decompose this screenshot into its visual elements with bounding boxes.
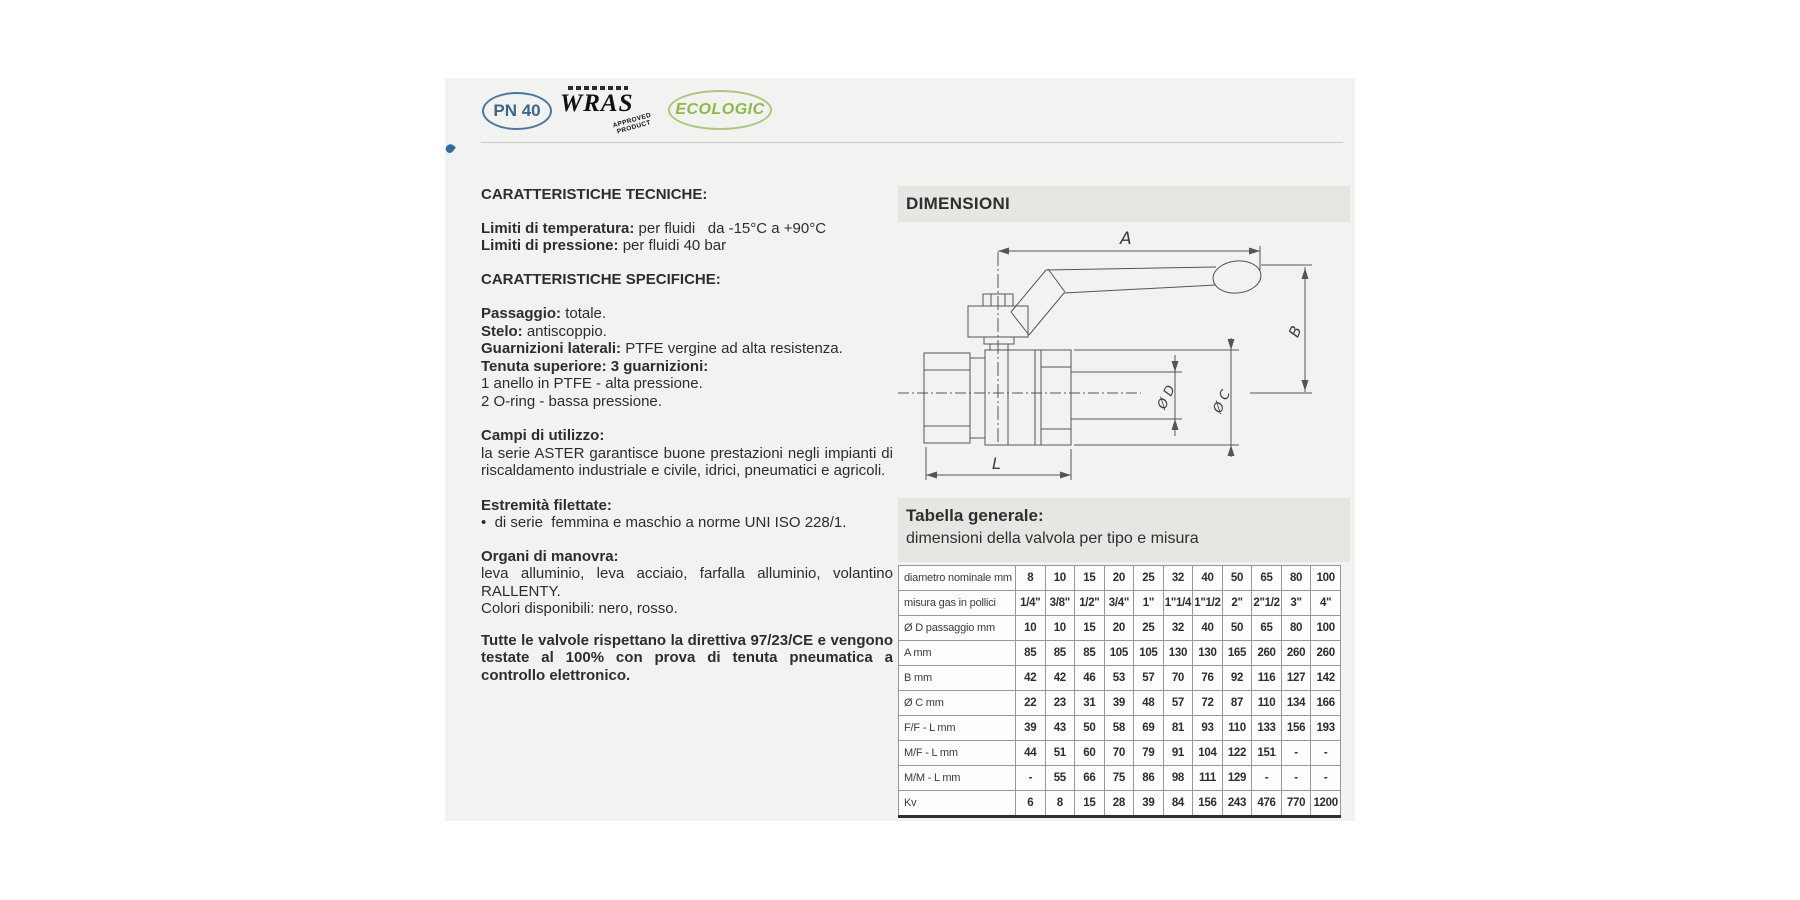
table-cell: 10 — [1045, 616, 1075, 641]
certification-badges — [445, 78, 1355, 142]
table-cell: 1200 — [1311, 791, 1341, 817]
table-cell: 65 — [1252, 566, 1282, 591]
table-cell: 134 — [1281, 691, 1311, 716]
table-cell: - — [1311, 741, 1341, 766]
note-bold: Tutte le valvole rispettano la direttiva 97/23/CE e vengono testate al 100% con prova di tenuta pneumatica a controllo elettronico. — [481, 631, 893, 684]
table-cell: 8 — [1016, 566, 1046, 591]
table-cell: 100 — [1311, 616, 1341, 641]
table-cell: 72 — [1193, 691, 1223, 716]
table-cell: 25 — [1134, 566, 1164, 591]
table-cell: 6 — [1016, 791, 1046, 817]
table-cell: 1/2" — [1075, 591, 1105, 616]
table-cell: 260 — [1252, 641, 1282, 666]
press-value: per fluidi 40 bar — [622, 237, 727, 254]
table-cell: 151 — [1252, 741, 1282, 766]
row-label: M/M - L mm — [899, 766, 1016, 791]
table-cell: 42 — [1045, 666, 1075, 691]
dimensioni-header — [898, 186, 1350, 222]
table-cell: 40 — [1193, 616, 1223, 641]
tabella-header — [898, 498, 1350, 562]
table-cell: 260 — [1281, 641, 1311, 666]
pn40-label: PN 40 — [493, 101, 541, 120]
table-cell: 3" — [1281, 591, 1311, 616]
table-row — [899, 741, 1341, 766]
table-cell: 69 — [1134, 716, 1164, 741]
dimensions-table — [898, 565, 1341, 818]
table-cell: 165 — [1222, 641, 1252, 666]
table-cell: 166 — [1311, 691, 1341, 716]
press-label: Limiti di pressione: — [481, 237, 619, 254]
tenuta-label: Tenuta superiore: 3 guarnizioni: — [481, 357, 709, 375]
table-cell: 2"1/2 — [1252, 591, 1282, 616]
table-cell: 1"1/2 — [1193, 591, 1223, 616]
table-cell: 57 — [1163, 691, 1193, 716]
table-cell: 92 — [1222, 666, 1252, 691]
table-cell: 65 — [1252, 616, 1282, 641]
row-label: Kv — [899, 791, 1016, 817]
table-cell: 10 — [1045, 566, 1075, 591]
table-row — [899, 666, 1341, 691]
table-cell: 32 — [1163, 566, 1193, 591]
table-cell: 122 — [1222, 741, 1252, 766]
row-label: M/F - L mm — [899, 741, 1016, 766]
table-cell: 80 — [1281, 566, 1311, 591]
limits-block — [481, 220, 893, 255]
table-cell: 70 — [1104, 741, 1134, 766]
estremita-text: • di serie femmina e maschio a norme UNI ISO 228/1. — [481, 514, 847, 531]
table-cell: 91 — [1163, 741, 1193, 766]
temp-label: Limiti di temperatura: — [481, 219, 635, 237]
guarnizioni-label: Guarnizioni laterali: — [481, 340, 622, 357]
pn40-badge — [482, 92, 552, 130]
table-cell: 1" — [1134, 591, 1164, 616]
table-row — [899, 766, 1341, 791]
table-cell: - — [1016, 766, 1046, 791]
table-cell: 44 — [1016, 741, 1046, 766]
estremita-block — [481, 497, 893, 532]
campi-text: la serie ASTER garantisce buone prestazioni negli impianti di riscaldamento industriale e civile, idrici, pneumatici e agricoli. — [481, 444, 893, 479]
valve-technical-drawing — [898, 222, 1350, 498]
datasheet-page — [445, 78, 1355, 821]
table-cell: 50 — [1222, 566, 1252, 591]
table-cell: 31 — [1075, 691, 1105, 716]
table-cell: - — [1252, 766, 1282, 791]
row-label: diametro nominale mm — [899, 566, 1016, 591]
organi-text: leva alluminio, leva acciaio, farfalla alluminio, volantino RALLENTY. — [481, 565, 893, 600]
table-cell: - — [1281, 766, 1311, 791]
temp-value: per fluidi da -15°C a +90°C — [638, 219, 827, 237]
table-cell: 129 — [1222, 766, 1252, 791]
table-cell: 1/4" — [1016, 591, 1046, 616]
table-cell: 130 — [1163, 641, 1193, 666]
table-cell: 42 — [1016, 666, 1046, 691]
table-cell: 57 — [1134, 666, 1164, 691]
table-cell: 85 — [1045, 641, 1075, 666]
dim-label-b: B — [1284, 323, 1306, 341]
table-row — [899, 616, 1341, 641]
stelo-value: antiscoppio. — [526, 322, 607, 340]
table-cell: 80 — [1281, 616, 1311, 641]
campi-label: Campi di utilizzo: — [481, 427, 605, 444]
table-cell: 110 — [1222, 716, 1252, 741]
table-row — [899, 791, 1341, 817]
section-heading: CARATTERISTICHE SPECIFICHE: — [481, 270, 721, 288]
table-cell: 85 — [1075, 641, 1105, 666]
table-cell: - — [1311, 766, 1341, 791]
table-cell: 79 — [1134, 741, 1164, 766]
table-cell: 87 — [1222, 691, 1252, 716]
page-corner-mark-icon — [444, 142, 456, 154]
colori-text: Colori disponibili: nero, rosso. — [481, 600, 678, 617]
technical-text-column — [481, 186, 893, 684]
table-cell: 111 — [1193, 766, 1223, 791]
table-cell: 476 — [1252, 791, 1282, 817]
table-cell: 50 — [1222, 616, 1252, 641]
table-cell: 39 — [1134, 791, 1164, 817]
table-cell: 60 — [1075, 741, 1105, 766]
table-cell: 28 — [1104, 791, 1134, 817]
table-cell: 105 — [1104, 641, 1134, 666]
table-cell: 39 — [1104, 691, 1134, 716]
table-cell: 260 — [1311, 641, 1341, 666]
wras-label: WRAS — [560, 90, 634, 117]
tenuta-line2: 2 O-ring - bassa pressione. — [481, 392, 662, 410]
table-cell: 46 — [1075, 666, 1105, 691]
table-cell: 130 — [1193, 641, 1223, 666]
table-cell: 104 — [1193, 741, 1223, 766]
table-cell: 48 — [1134, 691, 1164, 716]
row-label: B mm — [899, 666, 1016, 691]
table-row — [899, 566, 1341, 591]
table-cell: 2" — [1222, 591, 1252, 616]
table-cell: 85 — [1016, 641, 1046, 666]
table-cell: 15 — [1075, 616, 1105, 641]
dimensioni-title: DIMENSIONI — [906, 194, 1011, 213]
table-cell: 51 — [1045, 741, 1075, 766]
table-cell: 93 — [1193, 716, 1223, 741]
dim-label-a: A — [1120, 229, 1132, 249]
table-cell: 133 — [1252, 716, 1282, 741]
tabella-title: Tabella generale: — [906, 506, 1044, 525]
table-cell: 15 — [1075, 566, 1105, 591]
tenuta-line1: 1 anello in PTFE - alta pressione. — [481, 375, 703, 392]
row-label: misura gas in pollici — [899, 591, 1016, 616]
organi-label: Organi di manovra: — [481, 547, 619, 565]
table-cell: 98 — [1163, 766, 1193, 791]
table-cell: 110 — [1252, 691, 1282, 716]
dim-label-d: Ø D — [1154, 383, 1179, 412]
table-cell: 1"1/4 — [1163, 591, 1193, 616]
table-cell: 50 — [1075, 716, 1105, 741]
section-heading: CARATTERISTICHE TECNICHE: — [481, 186, 708, 203]
table-cell: 76 — [1193, 666, 1223, 691]
table-cell: 40 — [1193, 566, 1223, 591]
table-cell: 127 — [1281, 666, 1311, 691]
table-cell: 23 — [1045, 691, 1075, 716]
passaggio-value: totale. — [565, 305, 607, 322]
table-cell: 20 — [1104, 616, 1134, 641]
table-cell: 84 — [1163, 791, 1193, 817]
table-cell: 58 — [1104, 716, 1134, 741]
table-cell: 66 — [1075, 766, 1105, 791]
row-label: Ø D passaggio mm — [899, 616, 1016, 641]
table-cell: 53 — [1104, 666, 1134, 691]
dim-label-l: L — [992, 454, 1001, 473]
table-cell: 43 — [1045, 716, 1075, 741]
specs-block — [481, 305, 893, 410]
table-cell: 156 — [1281, 716, 1311, 741]
table-cell: 8 — [1045, 791, 1075, 817]
ecologic-badge — [668, 90, 772, 130]
wras-approved-label: APPROVED PRODUCT — [611, 111, 653, 136]
table-row — [899, 691, 1341, 716]
table-cell: 243 — [1222, 791, 1252, 817]
table-cell: 39 — [1016, 716, 1046, 741]
row-label: Ø C mm — [899, 691, 1016, 716]
table-cell: 142 — [1311, 666, 1341, 691]
row-label: F/F - L mm — [899, 716, 1016, 741]
wras-logo — [560, 84, 653, 136]
table-cell: 86 — [1134, 766, 1164, 791]
table-cell: 156 — [1193, 791, 1223, 817]
campi-block — [481, 427, 893, 480]
table-row — [899, 591, 1341, 616]
table-cell: 4" — [1311, 591, 1341, 616]
dim-label-c: Ø C — [1210, 387, 1235, 416]
table-cell: 3/8" — [1045, 591, 1075, 616]
divider — [481, 142, 1343, 143]
table-row — [899, 641, 1341, 666]
table-cell: 100 — [1311, 566, 1341, 591]
table-cell: 105 — [1134, 641, 1164, 666]
stelo-label: Stelo: — [481, 322, 523, 340]
ecologic-label: ECOLOGIC — [675, 101, 765, 118]
table-cell: - — [1281, 741, 1311, 766]
table-cell: 770 — [1281, 791, 1311, 817]
table-row — [899, 716, 1341, 741]
table-cell: 20 — [1104, 566, 1134, 591]
guarnizioni-value: PTFE vergine ad alta resistenza. — [625, 340, 843, 357]
organi-block — [481, 548, 893, 618]
table-cell: 116 — [1252, 666, 1282, 691]
table-cell: 15 — [1075, 791, 1105, 817]
row-label: A mm — [899, 641, 1016, 666]
table-cell: 81 — [1163, 716, 1193, 741]
passaggio-label: Passaggio: — [481, 305, 562, 322]
table-cell: 75 — [1104, 766, 1134, 791]
table-cell: 25 — [1134, 616, 1164, 641]
estremita-label: Estremità filettate: — [481, 496, 612, 514]
table-cell: 70 — [1163, 666, 1193, 691]
table-cell: 3/4" — [1104, 591, 1134, 616]
table-cell: 193 — [1311, 716, 1341, 741]
table-cell: 32 — [1163, 616, 1193, 641]
table-cell: 22 — [1016, 691, 1046, 716]
tabella-subtitle: dimensioni della valvola per tipo e misura — [906, 530, 1199, 547]
table-cell: 10 — [1016, 616, 1046, 641]
table-cell: 55 — [1045, 766, 1075, 791]
